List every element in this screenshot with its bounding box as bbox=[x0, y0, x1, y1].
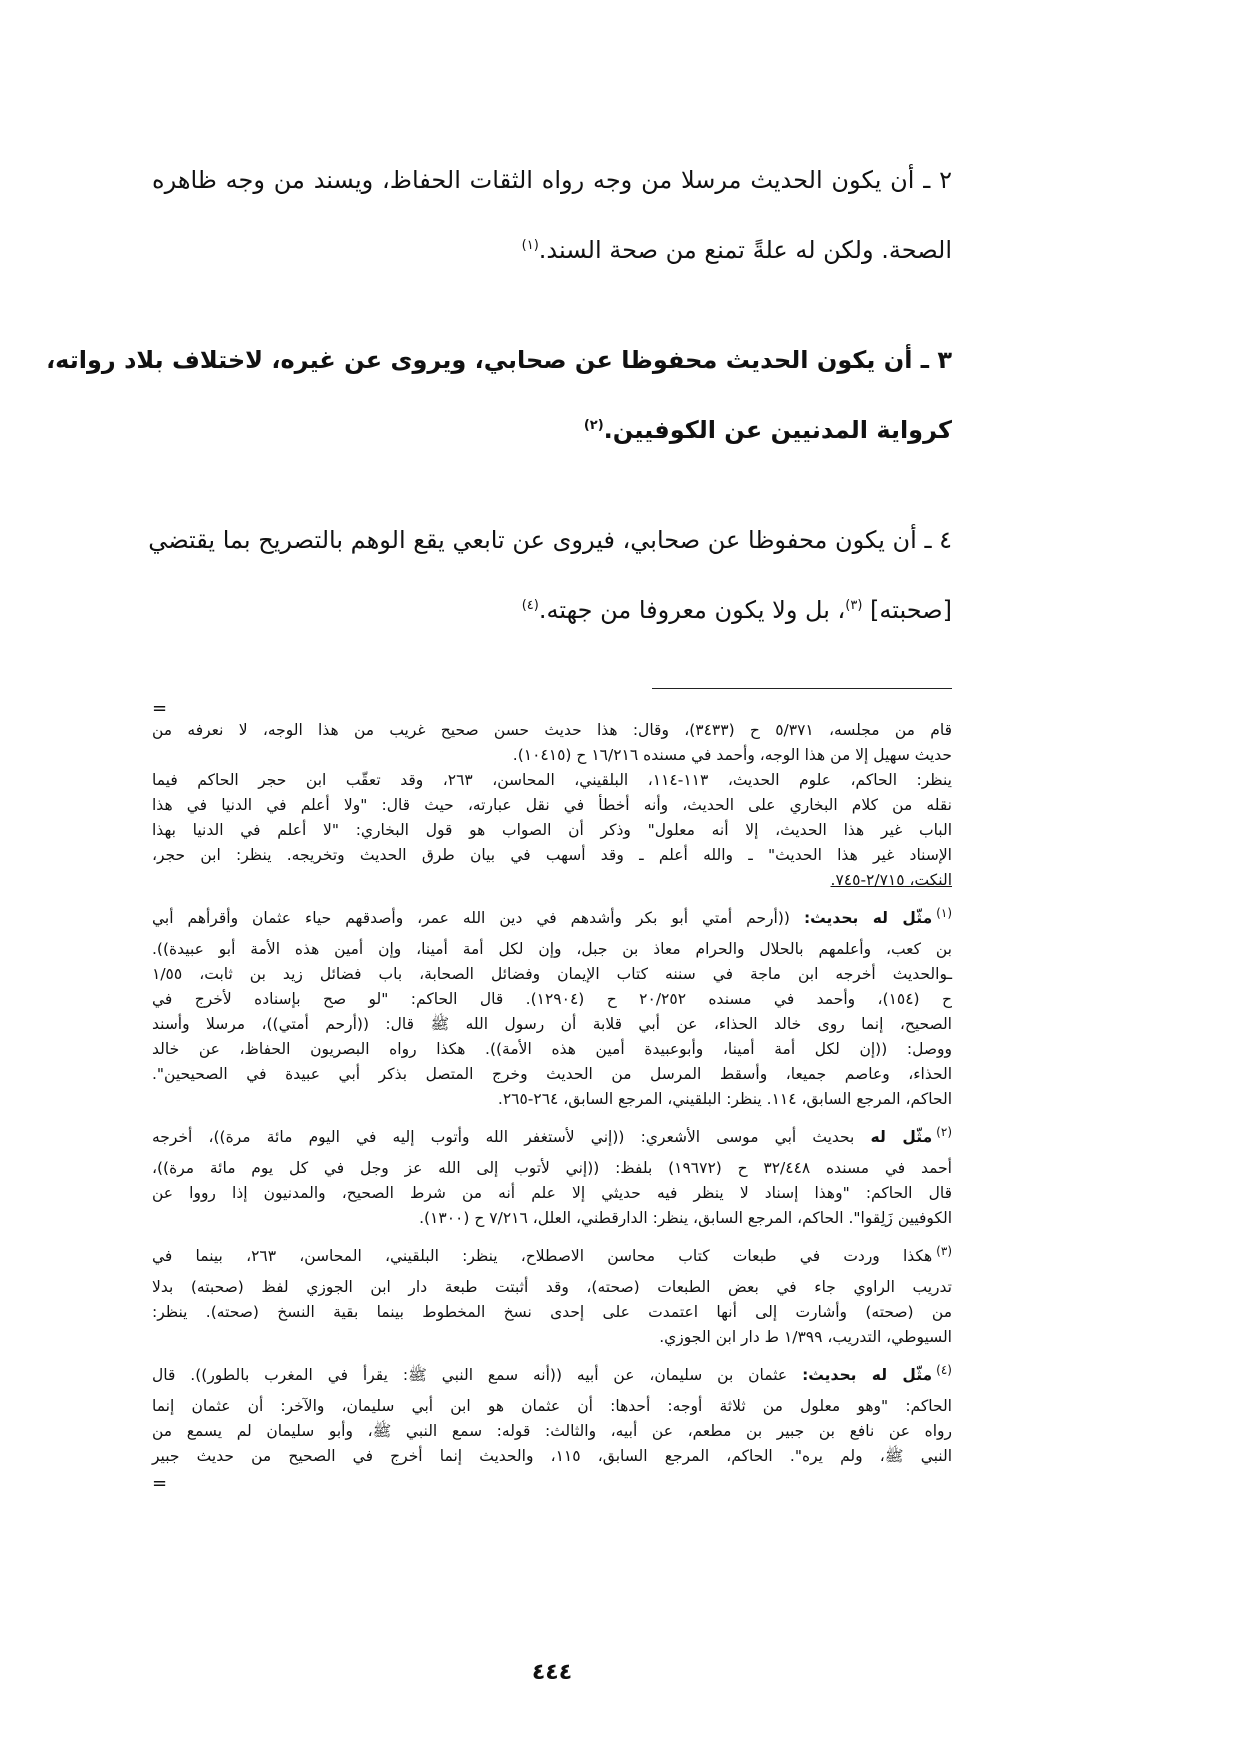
footnote-line: النكت، ٢/٧١٥-٧٤٥. bbox=[830, 871, 952, 889]
footnote-line: $^{(٣)}$هكذا وردت في طبعات كتاب محاسن الاصطلاح، ينظر: البلقيني، المحاسن، ٢٦٣، بينما في bbox=[152, 1243, 952, 1265]
paragraph-line: ٤ ـ أن يكون محفوظا عن صحابي، فيروى عن تابعي يقع الوهم بالتصريح بما يقتضي bbox=[148, 526, 952, 554]
footnote-line: قال الحاكم: "وهذا إسناد لا ينظر فيه حديثي إلا علم أنه من شرط الصحيح، والمدنيون إذا رووا عن bbox=[152, 1184, 952, 1202]
footnotes bbox=[152, 700, 952, 1493]
footnote-number: (١) bbox=[936, 905, 952, 920]
footnote-line: حديث سهيل إلا من هذا الوجه، وأحمد في مسنده ١٦/٢١٦ ح (١٠٤١٥). bbox=[512, 746, 952, 764]
footnote-ref[interactable]: (٢) bbox=[583, 418, 604, 433]
footnote-line: قام من مجلسه، ٥/٣٧١ ح (٣٤٣٣)، وقال: هذا حديث حسن صحيح غريب من هذا الوجه، لا نعرفه من bbox=[152, 721, 952, 739]
continuation-mark: = bbox=[152, 1473, 168, 1494]
paragraph-line: ٣ ـ أن يكون الحديث محفوظا عن صحابي، ويروى عن غيره، لاختلاف بلاد رواته، bbox=[46, 346, 952, 374]
paragraph-4 bbox=[148, 505, 952, 645]
continuation-mark: = bbox=[152, 698, 168, 719]
footnote-separator bbox=[652, 688, 952, 689]
document-page bbox=[46, 0, 953, 1754]
footnote-number: (٤) bbox=[936, 1362, 952, 1377]
footnote-label: مثّل له bbox=[870, 1128, 933, 1146]
paragraph-2 bbox=[152, 145, 952, 285]
footnote-line: ووصل: ((إن لكل أمة أمينا، وأبوعبيدة أمين هذه الأمة)). هكذا رواه البصريون الحفاظ، عن خالد bbox=[152, 1040, 952, 1058]
page-number: ٤٤٤ bbox=[531, 1660, 573, 1685]
footnote-line: السيوطي، التدريب، ١/٣٩٩ ط دار ابن الجوزي. bbox=[659, 1328, 952, 1346]
footnote-4 bbox=[152, 1356, 952, 1469]
footnote-line: ـوالحديث أخرجه ابن ماجة في سننه كتاب الإيمان وفضائل الصحابة، باب فضائل زيد بن ثابت، ١/٥٥ bbox=[152, 965, 952, 983]
footnote-line: تدريب الراوي جاء في بعض الطبعات (صحته)، وقد أثبتت طبعة دار ابن الجوزي لفظ (صحبته) بدلا bbox=[152, 1278, 952, 1296]
footnote-continuation bbox=[152, 718, 952, 893]
footnote-line: نقله من كلام البخاري على الحديث، وأنه أخطأ في نقل عبارته، حيث قال: "ولا أعلم في الدنيا في هذا bbox=[152, 796, 952, 814]
footnote-line: الباب غير هذا الحديث، إلا أنه معلول" وذكر أن الصواب هو قول البخاري: "لا أعلم في الدنيا بهذا bbox=[152, 821, 952, 839]
main-text bbox=[46, 145, 952, 685]
footnote-line: الحاكم: "وهو معلول من ثلاثة أوجه: أحدها: أن عثمان هو ابن أبي سليمان، والآخر: أن عثمان إنما bbox=[152, 1397, 952, 1415]
footnote-line: بن كعب، وأعلمهم بالحلال والحرام معاذ بن جبل، وإن لكل أمة أمينا، وإن أمين هذه الأمة أبو عبيدة)). bbox=[152, 940, 952, 958]
footnote-line: من (صحته) وأشارت إلى أنها اعتمدت على إحدى نسخ المخطوط بينما بقية النسخ (صحته). ينظر: bbox=[152, 1303, 952, 1321]
footnote-line: ينظر: الحاكم، علوم الحديث، ١١٣-١١٤، البلقيني، المحاسن، ٢٦٣، وقد تعقّب ابن حجر الحاكم فيما bbox=[152, 771, 952, 789]
footnote-line: أحمد في مسنده ٣٢/٤٤٨ ح (١٩٦٧٢) بلفظ: ((إني لأتوب إلى الله عز وجل في كل يوم مائة مرة))، bbox=[152, 1159, 952, 1177]
footnote-1 bbox=[152, 899, 952, 1112]
footnote-line: $^{(٢)}$مثّل له بحديث أبي موسى الأشعري: ((إني لأستغفر الله وأتوب إليه في اليوم مائة مرة))، أخرجه bbox=[152, 1124, 952, 1146]
footnote-number: (٢) bbox=[936, 1124, 952, 1139]
footnote-line: الكوفيين زَلِقوا". الحاكم، المرجع السابق، ينظر: الدارقطني، العلل، ٧/٢١٦ ح (١٣٠٠). bbox=[419, 1209, 952, 1227]
paragraph-line: كرواية المدنيين عن الكوفيين.$^{(٢)}$ bbox=[583, 416, 952, 444]
footnote-ref[interactable]: (١) bbox=[521, 238, 539, 253]
footnote-label: مثّل له بحديث: bbox=[802, 1366, 933, 1384]
footnote-line: الحاكم، المرجع السابق، ١١٤. ينظر: البلقيني، المرجع السابق، ٢٦٤-٢٦٥. bbox=[497, 1090, 952, 1108]
paragraph-3 bbox=[46, 325, 952, 465]
paragraph-line: ٢ ـ أن يكون الحديث مرسلا من وجه رواه الثقات الحفاظ، ويسند من وجه ظاهره bbox=[152, 166, 952, 194]
footnote-number: (٣) bbox=[936, 1243, 952, 1258]
footnote-ref[interactable]: (٣) bbox=[845, 598, 863, 613]
footnote-line: $^{(١)}$مثّل له بحديث: ((أرحم أمتي أبو بكر وأشدهم في دين الله عمر، وأصدقهم حياء عثمان وأقرأهم أبي bbox=[152, 905, 952, 927]
footnote-line: الصحيح، إنما روى خالد الحذاء، عن أبي قلابة أن رسول الله ﷺ قال: ((أرحم أمتي))، مرسلا وأسند bbox=[152, 1015, 952, 1033]
footnote-line: النبي ﷺ، ولم يره". الحاكم، المرجع السابق، ١١٥، والحديث إنما أخرج في الصحيح من حديث جبير bbox=[152, 1447, 952, 1465]
paragraph-line: الصحة. ولكن له علةً تمنع من صحة السند.$^{(١)}$ bbox=[521, 236, 952, 264]
footnote-line: $^{(٤)}$مثّل له بحديث: عثمان بن سليمان، عن أبيه ((أنه سمع النبي ﷺ: يقرأ في المغرب بالطور)). قال bbox=[152, 1362, 952, 1384]
footnote-2 bbox=[152, 1118, 952, 1231]
paragraph-line: [صحبته] $^{(٣)}$، بل ولا يكون معروفا من جهته.$^{(٤)}$ bbox=[521, 596, 952, 624]
footnote-line: الحذاء، وعاصم جميعا، وأسقط المرسل من الحديث وخرج المتصل بذكر أبي عبيدة في الصحيحين". bbox=[152, 1065, 952, 1083]
footnote-3 bbox=[152, 1237, 952, 1350]
footnote-line: ح (١٥٤)، وأحمد في مسنده ٢٠/٢٥٢ ح (١٢٩٠٤). قال الحاكم: "لو صح بإسناده لأخرج في bbox=[152, 990, 953, 1008]
footnote-ref[interactable]: (٤) bbox=[521, 598, 539, 613]
footnote-label: مثّل له بحديث: bbox=[803, 909, 933, 927]
footnote-line: رواه عن نافع بن جبير بن مطعم، عن أبيه، والثالث: قوله: سمع النبي ﷺ، وأبو سليمان لم يسمع من bbox=[152, 1422, 952, 1440]
footnote-line: الإسناد غير هذا الحديث" ـ والله أعلم ـ وقد أسهب في بيان طرق الحديث وتخريجه. ينظر: ابن حجر، bbox=[152, 846, 952, 864]
